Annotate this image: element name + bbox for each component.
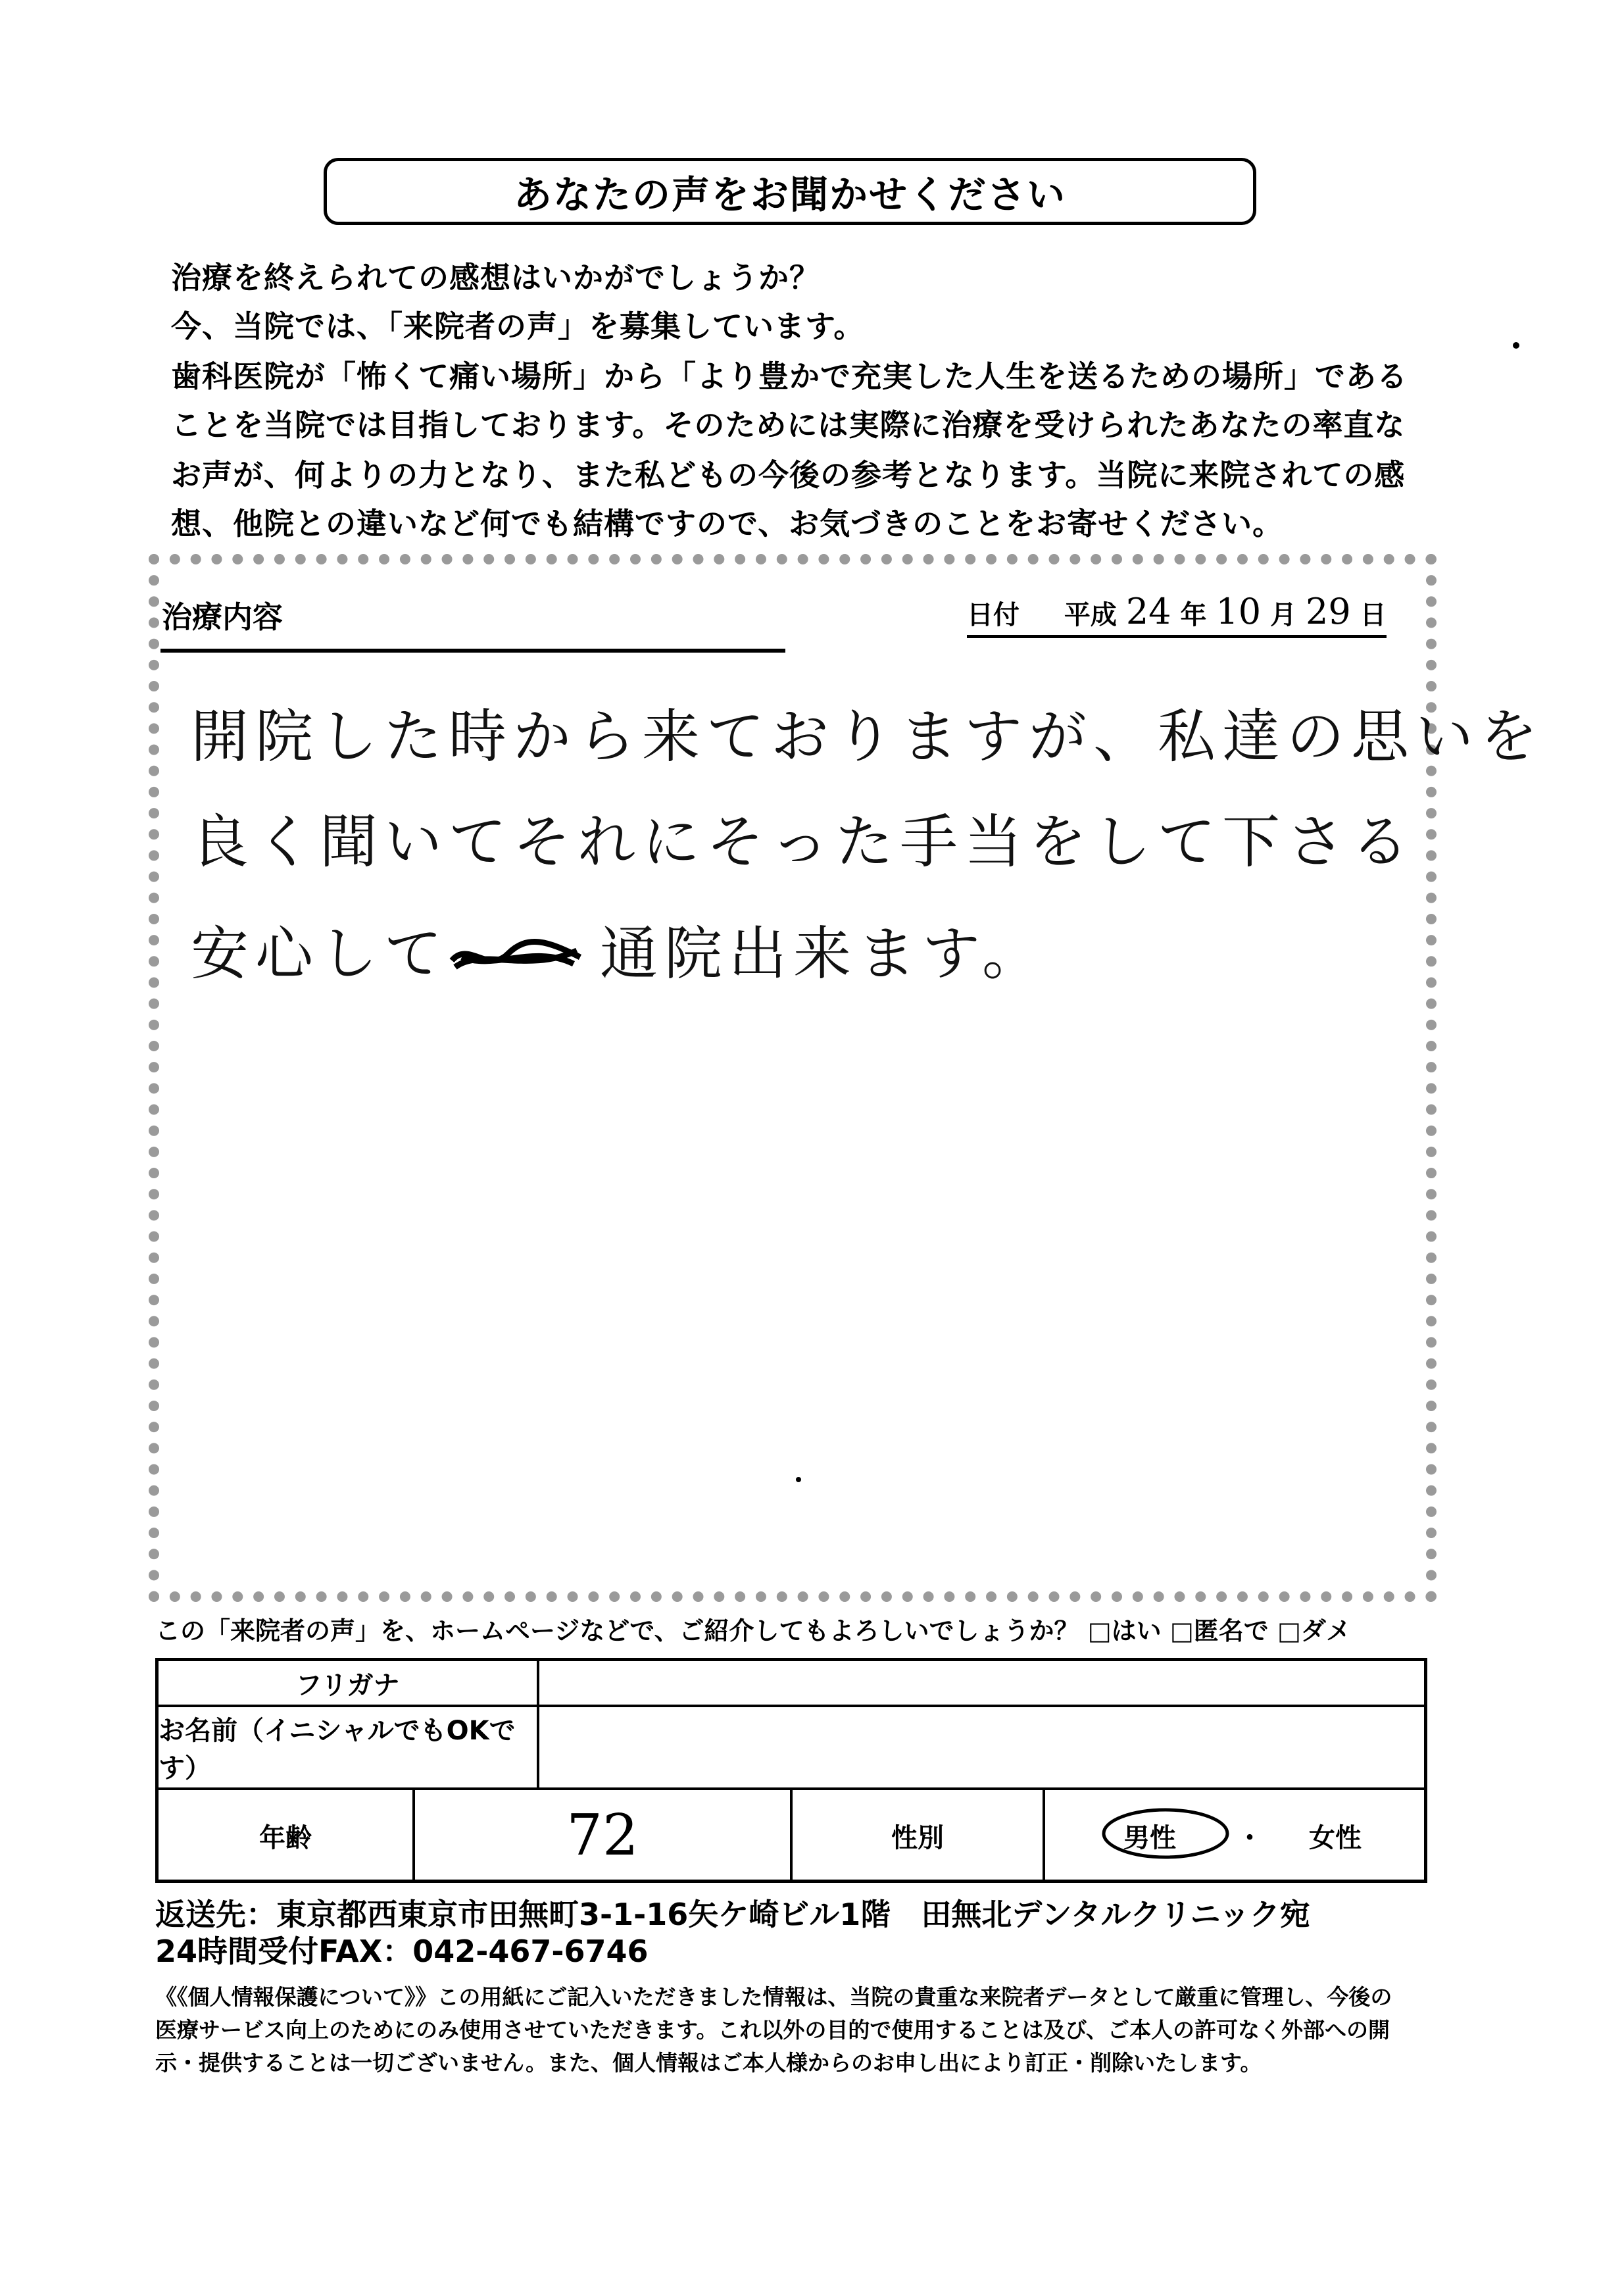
intro-line-2: 今、当院では、「来院者の声」を募集しています。: [171, 309, 865, 344]
gender-options: [1045, 1790, 1425, 1881]
furigana-row: [159, 1661, 1424, 1707]
info-table: [155, 1658, 1427, 1883]
date-month: 10: [1216, 591, 1262, 632]
privacy-line-2: 医療サービス向上のためにのみ使用させていただきます。これ以外の目的で使用することは及び、ご本人の許可なく外部への開: [155, 2017, 1390, 2043]
intro-line-3: 歯科医院が「怖くて痛い場所」から「より豊かで充実した人生を送るための場所」である: [171, 359, 1408, 394]
date-year-unit: 年: [1180, 600, 1207, 630]
speck: [1513, 342, 1519, 349]
date-field: [967, 591, 1387, 638]
furigana-label: フリガナ: [295, 1670, 400, 1701]
gender-label: 性別: [891, 1822, 944, 1853]
speck: [796, 1477, 801, 1482]
intro-line-1: 治療を終えられての感想はいかがでしょうか？: [171, 260, 820, 295]
table-divider: [537, 1661, 539, 1705]
date-day-unit: 日: [1360, 600, 1387, 630]
section-underline: [160, 649, 785, 653]
circle-mark: [1100, 1804, 1231, 1863]
return-address: 返送先：東京都西東京市田無町3-1-16矢ケ崎ビル1階 田無北デンタルクリニック宛: [155, 1897, 1310, 1932]
date-label: 日付: [967, 600, 1020, 630]
handwritten-line-1: 開院した時から来ておりますが、私達の思いを: [191, 703, 1545, 770]
crossed-out-word: [455, 920, 580, 987]
intro-line-6: 想、他院との違いなど何でも結構ですので、お気づきのことをお寄せください。: [171, 506, 1284, 541]
date-day: 29: [1306, 591, 1351, 632]
gender-male-option: [1109, 1814, 1191, 1857]
age-value: 72: [566, 1803, 639, 1868]
page-title: あなたの声をお聞かせください: [513, 172, 1066, 217]
privacy-line-1: 《《個人情報保護について》》この用紙にご記入いただきました情報は、当院の貴重な来院者データとして厳重に管理し、今後の: [155, 1984, 1392, 2010]
privacy-line-3: 示・提供することは一切ございません。また、個人情報はご本人様からのお申し出により訂正・削除いたします。: [155, 2050, 1262, 2076]
handwritten-line-3b: 通院出来ます。: [600, 920, 1046, 987]
fax-number: 24時間受付FAX：042-467-6746: [155, 1934, 649, 1969]
handwritten-line-3a: 安心して: [191, 920, 449, 987]
section-heading: 治療内容: [162, 599, 283, 635]
date-era: 平成: [1064, 600, 1117, 630]
intro-line-5: お声が、何よりの力となり、また私どもの今後の参考となります。当院に来院されての感: [171, 457, 1406, 493]
gender-female: 女性: [1309, 1822, 1362, 1853]
date-year: 24: [1125, 591, 1171, 632]
handwritten-line-2: 良く聞いてそれにそった手当をして下さる: [191, 808, 1416, 876]
name-label: お名前（イニシャルでもOKです）: [159, 1716, 516, 1784]
table-divider: [537, 1707, 539, 1787]
gender-male: 男性: [1123, 1822, 1176, 1853]
handwritten-line-3: [191, 908, 1046, 991]
name-row: [159, 1707, 1424, 1790]
age-gender-row: [159, 1790, 1424, 1881]
date-month-unit: 月: [1270, 600, 1297, 630]
intro-line-4: ことを当院では目指しております。そのためには実際に治療を受けられたあなたの率直な: [171, 407, 1406, 443]
consent-question: この「来院者の声」を、ホームページなどで、ご紹介してもよろしいでしょうか？ □はい □匿名で □ダメ: [155, 1616, 1351, 1645]
scribble-mark: [449, 934, 587, 980]
age-label: 年齢: [259, 1822, 312, 1853]
title-box: [324, 158, 1256, 225]
gender-separator: ・: [1237, 1822, 1263, 1853]
